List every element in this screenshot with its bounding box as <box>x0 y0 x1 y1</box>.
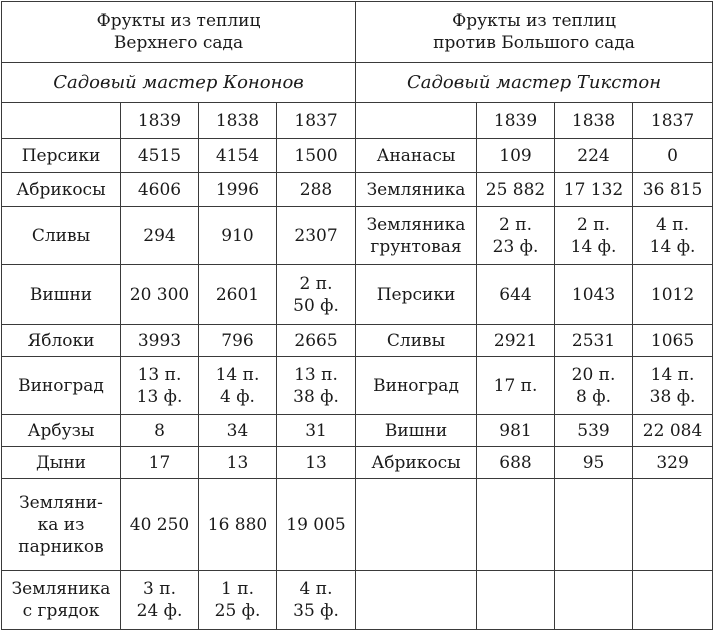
value-cell <box>477 571 555 630</box>
right-section-title: Фрукты из теплиц против Большого сада <box>356 2 713 63</box>
table-row <box>2 447 713 479</box>
value-cell: 224 <box>555 139 633 173</box>
value-cell: 8 <box>121 415 199 447</box>
value-cell <box>555 571 633 630</box>
value-cell: 22 084 <box>633 415 713 447</box>
fruit-name-cell: Яблоки <box>2 325 121 357</box>
left-section-title: Фрукты из теплиц Верхнего сада <box>2 2 356 63</box>
fruit-name-cell: Персики <box>2 139 121 173</box>
value-cell: 2 п. 50 ф. <box>277 265 356 325</box>
value-cell <box>477 479 555 571</box>
table-row <box>2 415 713 447</box>
value-cell: 31 <box>277 415 356 447</box>
year-header-row <box>2 103 713 139</box>
value-cell: 20 п. 8 ф. <box>555 357 633 415</box>
value-cell: 1043 <box>555 265 633 325</box>
fruit-name-cell: Сливы <box>356 325 477 357</box>
value-cell: 1 п. 25 ф. <box>199 571 277 630</box>
fruit-name-cell: Виноград <box>356 357 477 415</box>
value-cell: 13 <box>199 447 277 479</box>
value-cell: 109 <box>477 139 555 173</box>
value-cell: 539 <box>555 415 633 447</box>
fruit-name-cell: Земляника грунтовая <box>356 207 477 265</box>
value-cell: 40 250 <box>121 479 199 571</box>
fruit-name-cell: Арбузы <box>2 415 121 447</box>
value-cell: 4 п. 14 ф. <box>633 207 713 265</box>
fruit-name-cell: Абрикосы <box>2 173 121 207</box>
value-cell: 14 п. 38 ф. <box>633 357 713 415</box>
value-cell: 13 <box>277 447 356 479</box>
value-cell: 2531 <box>555 325 633 357</box>
value-cell: 36 815 <box>633 173 713 207</box>
year-header: 1838 <box>555 103 633 139</box>
left-gardener-name: Садовый мастер Кононов <box>2 63 356 103</box>
value-cell: 288 <box>277 173 356 207</box>
right-gardener-name: Садовый мастер Тикстон <box>356 63 713 103</box>
table-row <box>2 139 713 173</box>
value-cell <box>633 479 713 571</box>
table-row <box>2 357 713 415</box>
value-cell: 294 <box>121 207 199 265</box>
value-cell: 4154 <box>199 139 277 173</box>
fruit-name-cell: Дыни <box>2 447 121 479</box>
value-cell: 17 132 <box>555 173 633 207</box>
value-cell: 644 <box>477 265 555 325</box>
value-cell: 17 п. <box>477 357 555 415</box>
value-cell: 25 882 <box>477 173 555 207</box>
value-cell: 981 <box>477 415 555 447</box>
value-cell: 329 <box>633 447 713 479</box>
value-cell: 34 <box>199 415 277 447</box>
fruit-name-cell: Земляни- ка из парников <box>2 479 121 571</box>
value-cell: 17 <box>121 447 199 479</box>
fruit-name-cell <box>356 571 477 630</box>
value-cell: 2307 <box>277 207 356 265</box>
value-cell: 4 п. 35 ф. <box>277 571 356 630</box>
empty-cell <box>356 103 477 139</box>
year-header: 1837 <box>277 103 356 139</box>
value-cell: 2921 <box>477 325 555 357</box>
title-row <box>2 2 713 63</box>
value-cell: 1012 <box>633 265 713 325</box>
value-cell: 14 п. 4 ф. <box>199 357 277 415</box>
value-cell: 16 880 <box>199 479 277 571</box>
table-row <box>2 479 713 571</box>
fruit-name-cell: Персики <box>356 265 477 325</box>
value-cell: 0 <box>633 139 713 173</box>
fruit-name-cell: Ананасы <box>356 139 477 173</box>
fruit-name-cell: Земляника с грядок <box>2 571 121 630</box>
year-header: 1838 <box>199 103 277 139</box>
value-cell: 688 <box>477 447 555 479</box>
value-cell: 13 п. 13 ф. <box>121 357 199 415</box>
year-header: 1837 <box>633 103 713 139</box>
value-cell: 2601 <box>199 265 277 325</box>
table-row <box>2 207 713 265</box>
value-cell: 95 <box>555 447 633 479</box>
value-cell: 19 005 <box>277 479 356 571</box>
value-cell <box>555 479 633 571</box>
value-cell: 2 п. 14 ф. <box>555 207 633 265</box>
table-row <box>2 571 713 630</box>
fruit-name-cell: Сливы <box>2 207 121 265</box>
fruit-name-cell: Виноград <box>2 357 121 415</box>
table-row <box>2 173 713 207</box>
value-cell: 4606 <box>121 173 199 207</box>
value-cell: 910 <box>199 207 277 265</box>
value-cell: 20 300 <box>121 265 199 325</box>
value-cell: 2665 <box>277 325 356 357</box>
table-row <box>2 265 713 325</box>
value-cell: 1065 <box>633 325 713 357</box>
value-cell: 1996 <box>199 173 277 207</box>
value-cell: 2 п. 23 ф. <box>477 207 555 265</box>
value-cell: 4515 <box>121 139 199 173</box>
fruit-name-cell: Вишни <box>356 415 477 447</box>
value-cell: 3 п. 24 ф. <box>121 571 199 630</box>
fruit-harvest-table <box>1 1 713 630</box>
fruit-name-cell: Абрикосы <box>356 447 477 479</box>
empty-cell <box>2 103 121 139</box>
value-cell: 796 <box>199 325 277 357</box>
fruit-name-cell: Вишни <box>2 265 121 325</box>
value-cell: 3993 <box>121 325 199 357</box>
fruit-name-cell: Земляника <box>356 173 477 207</box>
master-row <box>2 63 713 103</box>
value-cell <box>633 571 713 630</box>
value-cell: 1500 <box>277 139 356 173</box>
fruit-name-cell <box>356 479 477 571</box>
table-row <box>2 325 713 357</box>
value-cell: 13 п. 38 ф. <box>277 357 356 415</box>
year-header: 1839 <box>477 103 555 139</box>
year-header: 1839 <box>121 103 199 139</box>
